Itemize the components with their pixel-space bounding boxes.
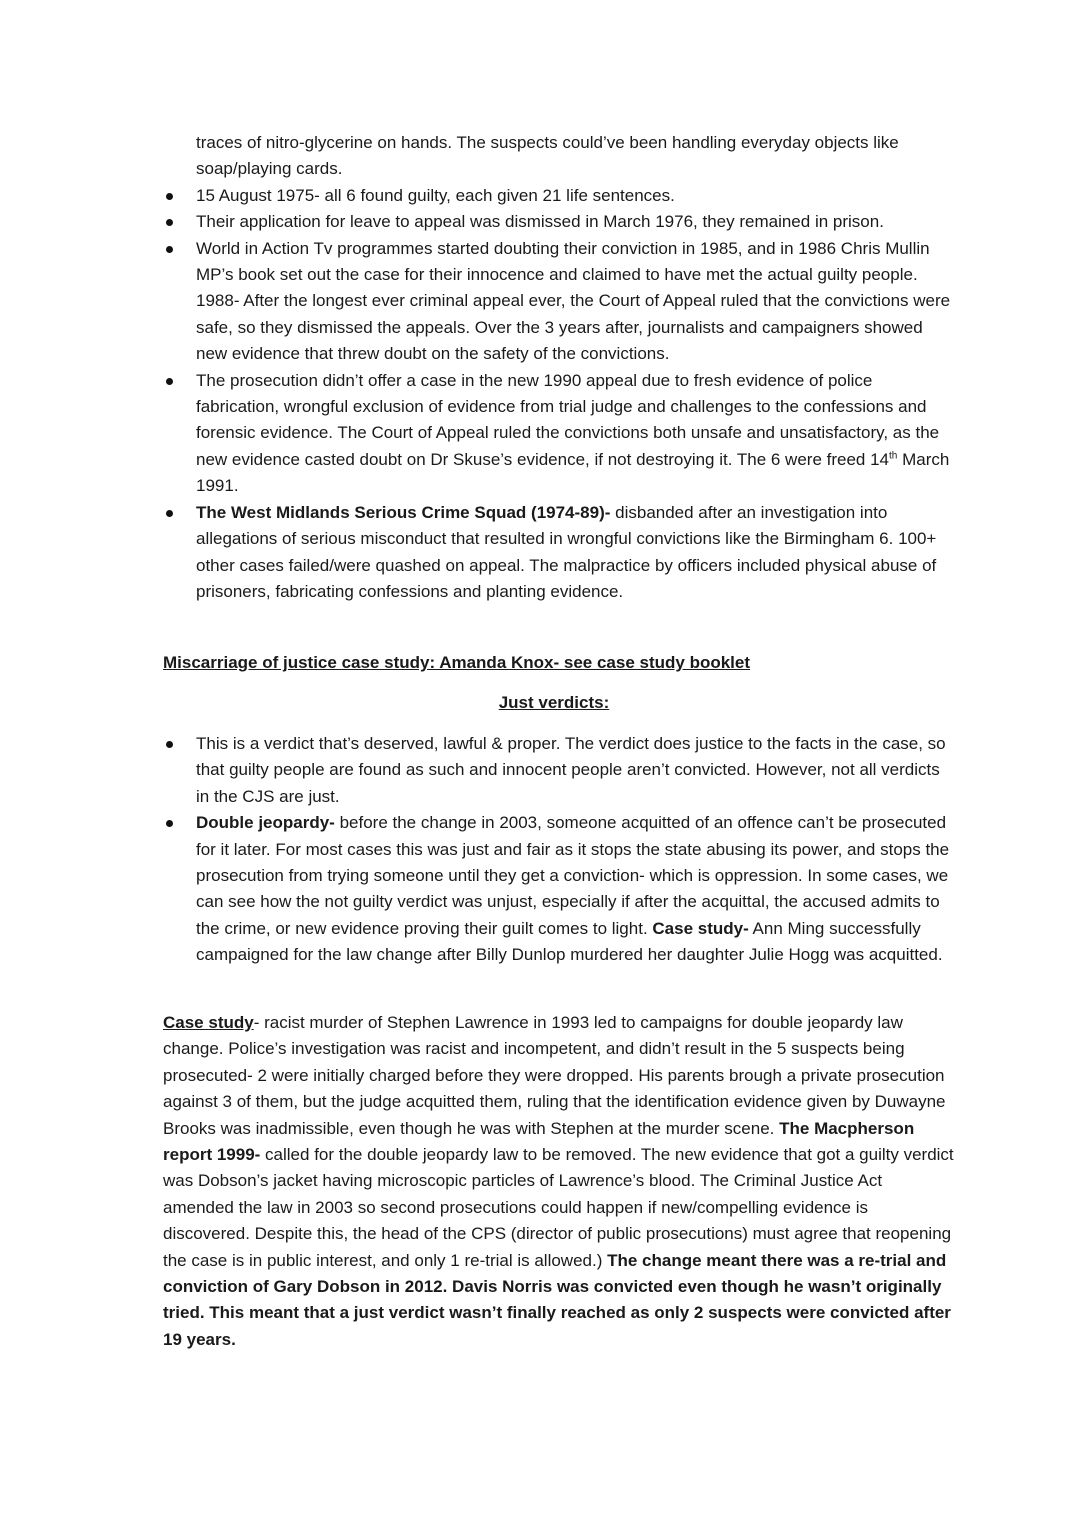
list-item — [0, 236, 1080, 368]
just-verdicts-heading: Just verdicts: — [498, 693, 610, 712]
case-study-label: Case study — [163, 1013, 254, 1032]
list-item — [0, 209, 1080, 235]
paragraph-text: called for the double jeopardy law to be removed. The new evidence that got a guilty verdict was Dobson’s jacket having microscopic particles of Lawrence’s blood. The Criminal Justice Act amended the law in 2003 so second prosecutions could happen if new/compelling evidence is discovered. Despite this, the head of the CPS (director of public prosecutions) must agree that reopening the case is in public interest, and only 1 re-trial is allowed.) — [163, 1145, 954, 1270]
list-item-text: before the change in 2003, someone acquitted of an offence can’t be prosecuted for it later. For most cases this was just and fair as it stops the state abusing its power, and stops the prosecution from trying someone until they get a conviction- which is oppression. In some cases, we can see how the not guilty verdict was unjust, especially if after the acquittal, the accused admits to the crime, or new evidence proving their guilt comes to light. — [196, 813, 950, 938]
list-item-text: World in Action Tv programmes started doubting their conviction in 1985, and in 1986 Chris Mullin MP’s book set out the case for their innocence and claimed to have met the actual guilty people. 1988- After the longest ever criminal appeal ever, the Court of Appeal ruled that the convictions were safe, so they dismissed the appeals. Over the 3 years after, journalists and campaigners showed new evidence that threw doubt on the safety of the convictions. — [196, 238, 951, 364]
list-item-text-end: Ann Ming successfully campaigned for the law change after Billy Dunlop murdered her daughter Julie Hogg was acquitted. — [196, 918, 943, 965]
list-item-text-end: March 1991. — [196, 449, 950, 496]
miscarriage-case-study-heading: Miscarriage of justice case study: Amanda Knox- see case study booklet — [163, 653, 751, 672]
list-item-text: Their application for leave to appeal was dismissed in March 1976, they remained in prison. — [196, 212, 884, 232]
list-item-text: 15 August 1975- all 6 found guilty, each given 21 life sentences. — [196, 185, 675, 205]
birmingham-six-bullet-list — [0, 130, 1080, 605]
list-item-text: This is a verdict that’s deserved, lawful & proper. The verdict does justice to the facts in the case, so that guilty people are found as such and innocent people aren’t convicted. However, not all verdicts in the CJS are just. — [196, 734, 946, 806]
ordinal-suffix: th — [889, 450, 898, 462]
list-item-text: disbanded after an investigation into allegations of serious misconduct that resulted in wrongful convictions like the Birmingham 6. 100+ other cases failed/were quashed on appeal. The malpractice by officers included physical abuse of prisoners, fabricating confessions and planting evidence. — [196, 502, 937, 601]
just-verdicts-bullet-list — [0, 731, 1080, 969]
list-item-text: traces of nitro-glycerine on hands. The suspects could’ve been handling everyday objects like soap/playing cards. — [196, 133, 899, 179]
list-item — [0, 183, 1080, 209]
case-study-label: Case study- — [652, 918, 749, 938]
list-item-text: The prosecution didn’t offer a case in the new 1990 appeal due to fresh evidence of police fabrication, wrongful exclusion of evidence from trial judge and challenges to the confessions and forensic evidence. The Court of Appeal ruled the convictions both unsafe and unsatisfactory, as the new evidence casted doubt on Dr Skuse’s evidence, if not destroying it. The 6 were freed 14 — [196, 370, 940, 469]
list-item-bold-lead: Double jeopardy- — [196, 813, 335, 833]
list-item-continuation — [0, 130, 1080, 183]
list-item — [0, 810, 1080, 968]
conclusion-bold: The change meant there was a re-trial and conviction of Gary Dobson in 2012. Davis Norris was convicted even though he wasn’t originally tried. This meant that a just verdict wasn’t finally reached as only 2 suspects were convicted after 19 years. — [163, 1250, 951, 1349]
list-item — [0, 368, 1080, 500]
list-item — [0, 500, 1080, 606]
paragraph-text: - racist murder of Stephen Lawrence in 1993 led to campaigns for double jeopardy law change. Police’s investigation was racist and incompetent, and didn’t result in the 5 suspects being prosecuted- 2 were initially charged before they were dropped. His parents brough a private prosecution against 3 of them, but the judge acquitted them, ruling that the identification evidence given by Duwayne Brooks was inadmissible, even though he was with Stephen at the murder scene. — [163, 1013, 946, 1138]
stephen-lawrence-case-paragraph — [163, 1010, 955, 1353]
list-item — [0, 731, 1080, 810]
list-item-bold-lead: The West Midlands Serious Crime Squad (1974-89)- — [196, 502, 611, 522]
macpherson-report-bold: The Macpherson report 1999- — [163, 1118, 915, 1165]
